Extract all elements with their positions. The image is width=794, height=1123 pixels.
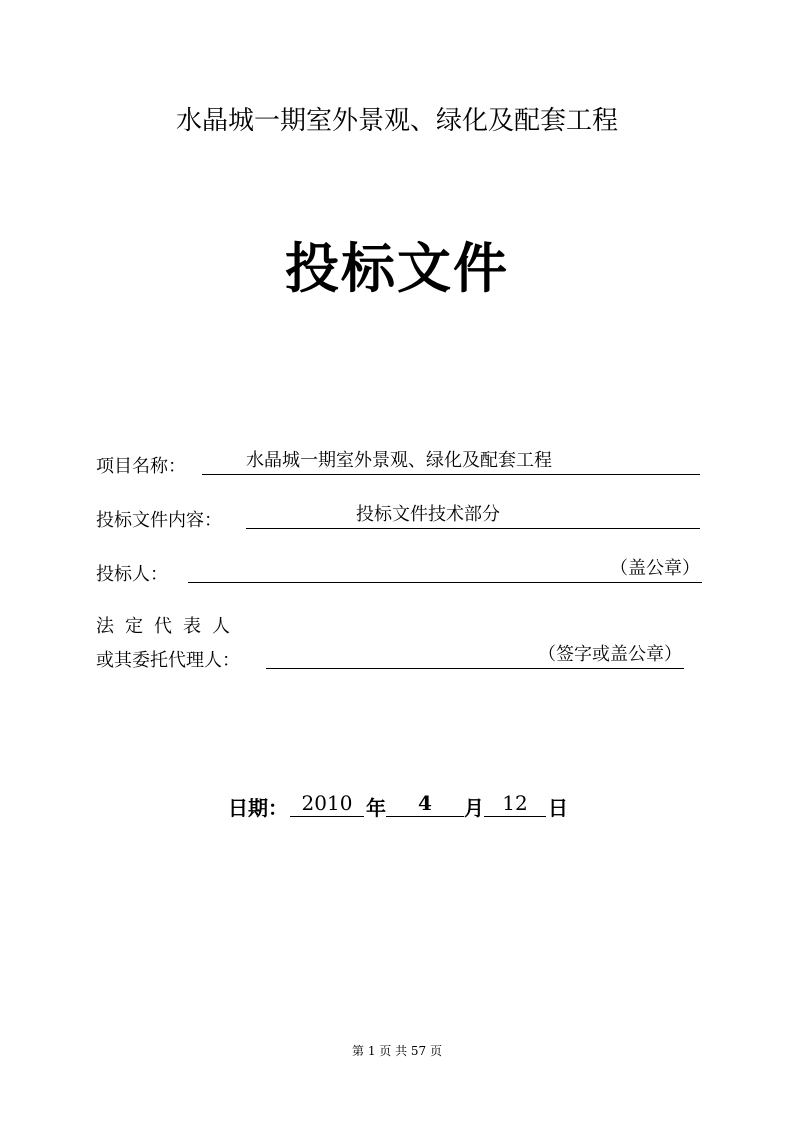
bidder-seal-note: （盖公章） <box>610 558 700 579</box>
date-day-unit: 日 <box>548 796 568 820</box>
project-name-field <box>202 448 700 475</box>
bidder-label: 投标人： <box>96 564 168 585</box>
project-name-value: 水晶城一期室外景观、绿化及配套工程 <box>246 450 552 471</box>
document-title: 投标文件 <box>285 236 509 300</box>
date-year-unit: 年 <box>366 796 386 820</box>
date-day: 12 <box>484 790 546 817</box>
date-label: 日期： <box>228 796 288 820</box>
content-value: 投标文件技术部分 <box>356 504 500 525</box>
project-name-label: 项目名称： <box>96 456 186 477</box>
date-month-unit: 月 <box>464 796 484 820</box>
legal-representative-label: 法定代表人 <box>96 616 241 637</box>
authorized-agent-label: 或其委托代理人： <box>96 650 240 671</box>
content-field <box>246 502 700 529</box>
representative-signature-note: （签字或盖公章） <box>538 644 682 665</box>
project-title: 水晶城一期室外景观、绿化及配套工程 <box>175 106 618 136</box>
date-year: 2010 <box>290 790 364 817</box>
date-month: 4 <box>386 790 464 817</box>
content-label: 投标文件内容： <box>96 510 222 531</box>
representative-field <box>266 642 684 669</box>
bidder-field <box>188 556 702 583</box>
page-footer: 第 1 页 共 57 页 <box>352 1044 442 1058</box>
